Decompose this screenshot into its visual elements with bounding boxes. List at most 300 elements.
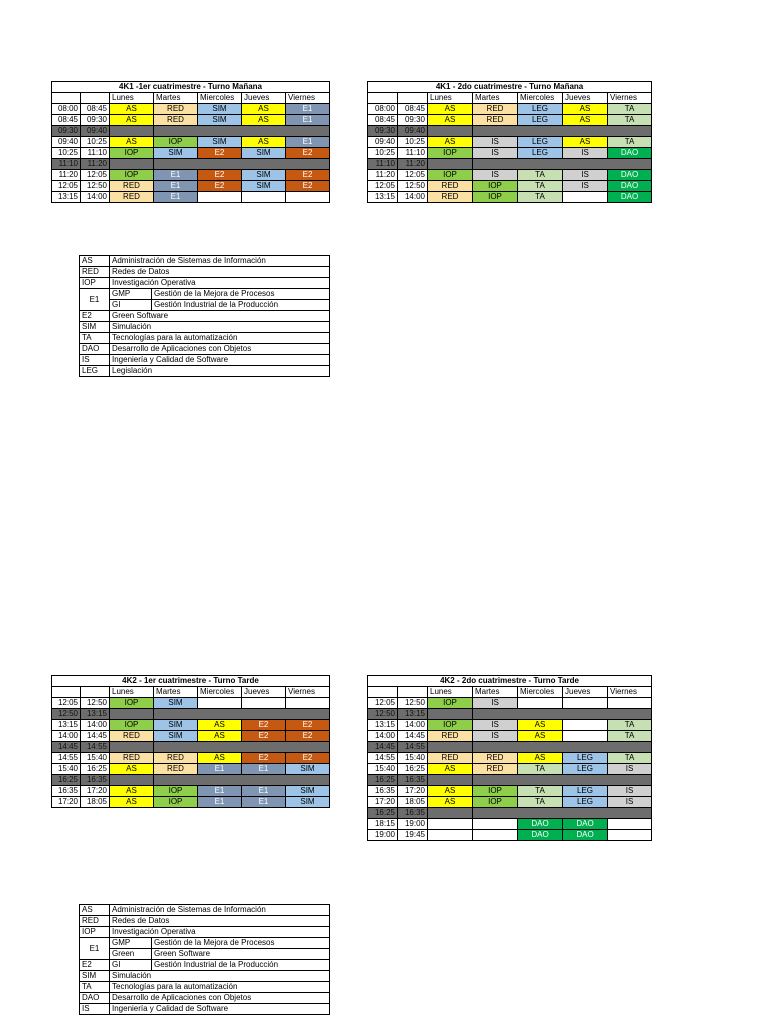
break-cell <box>110 709 154 720</box>
legend-description: Administración de Sistemas de Información <box>110 256 330 267</box>
legend-row <box>80 960 330 971</box>
legend-description: Redes de Datos <box>110 267 330 278</box>
legend-description: Green Software <box>110 311 330 322</box>
time-slot-row <box>368 115 652 126</box>
break-row <box>368 808 652 819</box>
time-slot-row <box>368 764 652 775</box>
subject-cell <box>242 192 286 203</box>
slot-start-time: 12:05 <box>368 698 398 709</box>
slot-start-time: 14:00 <box>368 731 398 742</box>
legend-subcode: GI <box>110 960 152 971</box>
legend-code: LEG <box>80 366 110 377</box>
break-cell <box>473 709 652 720</box>
break-row <box>368 742 652 753</box>
legend-code: TA <box>80 333 110 344</box>
time-slot-row <box>368 104 652 115</box>
subject-cell <box>608 819 652 830</box>
slot-start-time: 17:20 <box>52 797 81 808</box>
break-row <box>52 775 330 786</box>
subject-cell <box>563 698 608 709</box>
slot-start-time: 19:00 <box>368 830 398 841</box>
schedule-title: 4K2 - 1er cuatrimestre - Turno Tarde <box>52 676 330 687</box>
slot-end-time: 09:30 <box>398 115 428 126</box>
break-cell <box>428 808 473 819</box>
legend-description: Administración de Sistemas de Información <box>110 905 330 916</box>
subject-cell: SIM <box>154 731 198 742</box>
schedule-title: 4K2 - 2do cuatrimestre - Turno Tarde <box>368 676 652 687</box>
slot-end-time: 08:45 <box>81 104 110 115</box>
subject-cell: E1 <box>198 786 242 797</box>
subject-cell: TA <box>608 137 652 148</box>
subject-cell: AS <box>242 115 286 126</box>
legend-row <box>80 1004 330 1015</box>
slot-end-time: 16:35 <box>398 775 428 786</box>
subject-cell: IS <box>473 720 518 731</box>
day-header: Jueves <box>242 687 286 698</box>
subject-cell: AS <box>110 764 154 775</box>
subject-cell: AS <box>563 137 608 148</box>
schedule-table-4k1-2do <box>367 81 652 203</box>
break-cell <box>154 742 330 753</box>
legend-description: Ingeniería y Calidad de Software <box>110 355 330 366</box>
legend-code: DAO <box>80 344 110 355</box>
slot-start-time: 11:10 <box>368 159 398 170</box>
time-slot-row <box>368 181 652 192</box>
legend-row <box>80 916 330 927</box>
time-slot-row <box>52 115 330 126</box>
legend-row <box>80 278 330 289</box>
slot-end-time: 17:20 <box>398 786 428 797</box>
legend-code: SIM <box>80 322 110 333</box>
day-header: Jueves <box>563 687 608 698</box>
legend-code: IOP <box>80 927 110 938</box>
slot-start-time: 15:40 <box>368 764 398 775</box>
slot-end-time: 09:30 <box>81 115 110 126</box>
slot-end-time: 14:00 <box>398 192 428 203</box>
subject-cell: IOP <box>428 720 473 731</box>
legend-description: Gestión de la Mejora de Procesos <box>152 938 330 949</box>
slot-end-time: 12:50 <box>81 181 110 192</box>
slot-start-time: 12:50 <box>52 709 81 720</box>
subject-cell <box>608 698 652 709</box>
break-cell <box>428 775 473 786</box>
time-slot-row <box>52 764 330 775</box>
subject-cell: IOP <box>110 698 154 709</box>
time-slot-row <box>368 137 652 148</box>
slot-end-time: 10:25 <box>398 137 428 148</box>
subject-cell: TA <box>518 797 563 808</box>
legend-row <box>80 344 330 355</box>
subject-cell: AS <box>518 720 563 731</box>
subject-cell: DAO <box>608 170 652 181</box>
slot-start-time: 13:15 <box>368 720 398 731</box>
subject-cell <box>473 830 518 841</box>
subject-cell: AS <box>428 137 473 148</box>
time-slot-row <box>368 753 652 764</box>
slot-start-time: 11:20 <box>52 170 81 181</box>
break-cell <box>428 742 473 753</box>
subject-cell: RED <box>428 731 473 742</box>
break-cell <box>473 742 652 753</box>
subject-cell: RED <box>473 104 518 115</box>
subject-cell: TA <box>518 192 563 203</box>
slot-end-time: 19:00 <box>398 819 428 830</box>
subject-cell: RED <box>473 753 518 764</box>
subject-cell: SIM <box>286 764 330 775</box>
break-cell <box>428 709 473 720</box>
day-header: Martes <box>154 93 198 104</box>
subject-cell: SIM <box>154 148 198 159</box>
day-header: Miercoles <box>198 93 242 104</box>
legend-description: Simulación <box>110 971 330 982</box>
subject-cell: RED <box>428 181 473 192</box>
legend-description: Tecnologías para la automatización <box>110 333 330 344</box>
subject-cell: TA <box>608 720 652 731</box>
subject-cell: AS <box>242 137 286 148</box>
slot-end-time: 14:55 <box>398 742 428 753</box>
slot-start-time: 14:55 <box>52 753 81 764</box>
subject-cell: SIM <box>198 115 242 126</box>
slot-start-time: 10:25 <box>52 148 81 159</box>
time-slot-row <box>52 698 330 709</box>
subject-cell: AS <box>198 720 242 731</box>
subject-cell: AS <box>428 764 473 775</box>
time-slot-row <box>52 104 330 115</box>
legend-row <box>80 256 330 267</box>
schedule-title: 4K1 - 2do cuatrimestre - Turno Mañana <box>368 82 652 93</box>
legend-code: E1 <box>80 938 110 960</box>
subject-cell: LEG <box>563 797 608 808</box>
subject-cell <box>428 830 473 841</box>
day-header: Viernes <box>608 93 652 104</box>
slot-end-time: 11:10 <box>398 148 428 159</box>
slot-end-time: 13:15 <box>81 709 110 720</box>
break-row <box>52 709 330 720</box>
subject-cell <box>198 192 242 203</box>
slot-end-time: 16:25 <box>81 764 110 775</box>
break-cell <box>473 126 652 137</box>
legend-row <box>80 993 330 1004</box>
slot-start-time: 16:35 <box>52 786 81 797</box>
legend-code: AS <box>80 905 110 916</box>
legend-row <box>80 267 330 278</box>
slot-start-time: 15:40 <box>52 764 81 775</box>
subject-cell: E2 <box>286 731 330 742</box>
day-header-row <box>368 93 652 104</box>
subject-cell: RED <box>110 753 154 764</box>
day-header: Lunes <box>428 687 473 698</box>
schedule-table-4k1-1er <box>51 81 330 203</box>
subject-cell: RED <box>110 731 154 742</box>
slot-end-time: 16:35 <box>81 775 110 786</box>
break-cell <box>428 126 473 137</box>
subject-cell: IOP <box>154 797 198 808</box>
day-header: Viernes <box>286 93 330 104</box>
slot-start-time: 14:45 <box>52 742 81 753</box>
subject-cell: AS <box>110 115 154 126</box>
subject-cell: E2 <box>198 148 242 159</box>
schedule-title: 4K1 -1er cuatrimestre - Turno Mañana <box>52 82 330 93</box>
day-header: Lunes <box>110 687 154 698</box>
legend-code: AS <box>80 256 110 267</box>
slot-start-time: 12:05 <box>368 181 398 192</box>
subject-cell <box>608 830 652 841</box>
slot-start-time: 09:30 <box>368 126 398 137</box>
subject-cell: DAO <box>608 192 652 203</box>
subject-cell <box>563 731 608 742</box>
legend-row <box>80 289 330 300</box>
slot-end-time: 14:00 <box>81 720 110 731</box>
subject-cell: AS <box>428 115 473 126</box>
break-cell <box>154 775 330 786</box>
subject-cell: E2 <box>286 720 330 731</box>
subject-cell: LEG <box>563 764 608 775</box>
subject-cell: IOP <box>110 148 154 159</box>
slot-start-time: 14:00 <box>52 731 81 742</box>
slot-start-time: 13:15 <box>368 192 398 203</box>
schedule-table-4k2-2do <box>367 675 652 841</box>
legend-code: RED <box>80 916 110 927</box>
subject-cell: E2 <box>242 731 286 742</box>
subject-cell: TA <box>608 115 652 126</box>
subject-cell: IOP <box>110 720 154 731</box>
slot-end-time: 16:25 <box>398 764 428 775</box>
legend-row <box>80 300 330 311</box>
day-header: Lunes <box>428 93 473 104</box>
subject-cell: SIM <box>286 797 330 808</box>
time-slot-row <box>368 786 652 797</box>
time-slot-row <box>52 181 330 192</box>
slot-end-time: 14:00 <box>81 192 110 203</box>
subject-cell: IOP <box>473 786 518 797</box>
legend-description: Ingeniería y Calidad de Software <box>110 1004 330 1015</box>
schedule-table-4k2-1er <box>51 675 330 808</box>
time-slot-row <box>52 192 330 203</box>
slot-end-time: 16:35 <box>398 808 428 819</box>
subject-cell: E1 <box>198 764 242 775</box>
subject-cell: IS <box>563 170 608 181</box>
subject-cell: IS <box>563 181 608 192</box>
legend-code: IS <box>80 355 110 366</box>
empty-header-cell <box>52 687 81 698</box>
break-row <box>52 159 330 170</box>
time-slot-row <box>52 797 330 808</box>
legend-code: TA <box>80 982 110 993</box>
subject-cell: TA <box>518 764 563 775</box>
subject-cell: TA <box>608 753 652 764</box>
break-row <box>52 126 330 137</box>
break-cell <box>473 808 652 819</box>
subject-cell: SIM <box>242 170 286 181</box>
slot-end-time: 12:50 <box>398 181 428 192</box>
slot-end-time: 18:05 <box>398 797 428 808</box>
slot-end-time: 11:20 <box>81 159 110 170</box>
subject-cell: AS <box>110 137 154 148</box>
day-header: Viernes <box>286 687 330 698</box>
slot-end-time: 12:05 <box>81 170 110 181</box>
subject-cell: IS <box>608 786 652 797</box>
subject-cell: TA <box>518 170 563 181</box>
subject-cell: SIM <box>242 181 286 192</box>
legend-row <box>80 311 330 322</box>
subject-cell: TA <box>608 731 652 742</box>
subject-cell: E2 <box>286 753 330 764</box>
slot-end-time: 19:45 <box>398 830 428 841</box>
slot-end-time: 14:55 <box>81 742 110 753</box>
legend-code: E2 <box>80 311 110 322</box>
subject-cell: E2 <box>286 181 330 192</box>
subject-cell: LEG <box>518 148 563 159</box>
subject-cell: SIM <box>154 720 198 731</box>
subject-cell: IOP <box>154 786 198 797</box>
break-row <box>368 775 652 786</box>
slot-end-time: 18:05 <box>81 797 110 808</box>
subject-cell: IOP <box>110 170 154 181</box>
subject-cell: IS <box>473 731 518 742</box>
break-cell <box>428 159 473 170</box>
subject-cell: IOP <box>154 137 198 148</box>
schedule-title-row <box>52 82 330 93</box>
subject-cell <box>473 819 518 830</box>
legend-code: IS <box>80 1004 110 1015</box>
slot-start-time: 13:15 <box>52 192 81 203</box>
day-header: Martes <box>154 687 198 698</box>
slot-start-time: 14:45 <box>368 742 398 753</box>
break-cell <box>110 742 154 753</box>
slot-start-time: 16:25 <box>52 775 81 786</box>
slot-end-time: 14:00 <box>398 720 428 731</box>
subject-cell <box>563 720 608 731</box>
break-row <box>368 159 652 170</box>
legend-row <box>80 355 330 366</box>
legend-subcode: GMP <box>110 289 152 300</box>
subject-cell: IOP <box>428 698 473 709</box>
subject-cell: E2 <box>286 148 330 159</box>
subject-cell: DAO <box>518 819 563 830</box>
slot-start-time: 12:05 <box>52 181 81 192</box>
time-slot-row <box>368 192 652 203</box>
subject-cell: RED <box>154 764 198 775</box>
slot-start-time: 17:20 <box>368 797 398 808</box>
legend-description: Gestión Industrial de la Producción <box>152 960 330 971</box>
legend-row <box>80 938 330 949</box>
subject-cell: AS <box>110 797 154 808</box>
slot-end-time: 08:45 <box>398 104 428 115</box>
slot-start-time: 08:45 <box>52 115 81 126</box>
slot-start-time: 09:40 <box>52 137 81 148</box>
slot-start-time: 09:30 <box>52 126 81 137</box>
legend-description: Simulación <box>110 322 330 333</box>
subject-legend-table-1 <box>79 255 330 377</box>
legend-row <box>80 927 330 938</box>
day-header: Martes <box>473 687 518 698</box>
subject-cell: AS <box>518 753 563 764</box>
slot-start-time: 12:05 <box>52 698 81 709</box>
slot-start-time: 13:15 <box>52 720 81 731</box>
subject-cell: TA <box>608 104 652 115</box>
subject-cell: IS <box>473 137 518 148</box>
subject-cell: SIM <box>154 698 198 709</box>
day-header: Miercoles <box>518 93 563 104</box>
legend-description: Investigación Operativa <box>110 278 330 289</box>
subject-cell: DAO <box>563 830 608 841</box>
subject-cell: DAO <box>608 181 652 192</box>
subject-cell: AS <box>563 104 608 115</box>
subject-cell: SIM <box>286 786 330 797</box>
legend-description: Legislación <box>110 366 330 377</box>
time-slot-row <box>368 698 652 709</box>
subject-cell: RED <box>473 115 518 126</box>
subject-cell: E1 <box>154 170 198 181</box>
time-slot-row <box>368 731 652 742</box>
subject-cell: E1 <box>198 797 242 808</box>
legend-subcode: Green <box>110 949 152 960</box>
day-header: Jueves <box>242 93 286 104</box>
subject-cell: AS <box>242 104 286 115</box>
slot-end-time: 11:20 <box>398 159 428 170</box>
subject-cell: AS <box>428 797 473 808</box>
legend-description: Desarrollo de Aplicaciones con Objetos <box>110 993 330 1004</box>
time-slot-row <box>368 148 652 159</box>
day-header: Miercoles <box>518 687 563 698</box>
schedule-title-row <box>368 676 652 687</box>
slot-start-time: 18:15 <box>368 819 398 830</box>
slot-end-time: 17:20 <box>81 786 110 797</box>
subject-legend-table-2 <box>79 904 330 1015</box>
time-slot-row <box>52 720 330 731</box>
legend-description: Desarrollo de Aplicaciones con Objetos <box>110 344 330 355</box>
slot-end-time: 11:10 <box>81 148 110 159</box>
time-slot-row <box>368 170 652 181</box>
subject-cell: E1 <box>286 104 330 115</box>
time-slot-row <box>368 819 652 830</box>
subject-cell: E1 <box>242 786 286 797</box>
legend-row <box>80 949 330 960</box>
subject-cell: LEG <box>518 115 563 126</box>
slot-start-time: 11:10 <box>52 159 81 170</box>
subject-cell <box>518 698 563 709</box>
time-slot-row <box>52 170 330 181</box>
time-slot-row <box>52 786 330 797</box>
subject-cell <box>286 698 330 709</box>
legend-description: Tecnologías para la automatización <box>110 982 330 993</box>
day-header: Lunes <box>110 93 154 104</box>
subject-cell <box>428 819 473 830</box>
subject-cell: AS <box>110 104 154 115</box>
slot-end-time: 15:40 <box>398 753 428 764</box>
subject-cell: RED <box>154 115 198 126</box>
subject-cell: RED <box>110 192 154 203</box>
legend-subcode: GI <box>110 300 152 311</box>
empty-header-cell <box>81 93 110 104</box>
break-cell <box>154 126 330 137</box>
subject-cell: IS <box>563 148 608 159</box>
subject-cell: RED <box>428 753 473 764</box>
slot-end-time: 09:40 <box>81 126 110 137</box>
subject-cell <box>563 192 608 203</box>
subject-cell: AS <box>198 731 242 742</box>
day-header-row <box>368 687 652 698</box>
subject-cell: AS <box>428 104 473 115</box>
legend-code: IOP <box>80 278 110 289</box>
subject-cell: IOP <box>473 181 518 192</box>
break-cell <box>473 159 652 170</box>
subject-cell: IOP <box>473 797 518 808</box>
break-row <box>368 126 652 137</box>
subject-cell: AS <box>563 115 608 126</box>
slot-end-time: 14:45 <box>398 731 428 742</box>
subject-cell: RED <box>473 764 518 775</box>
